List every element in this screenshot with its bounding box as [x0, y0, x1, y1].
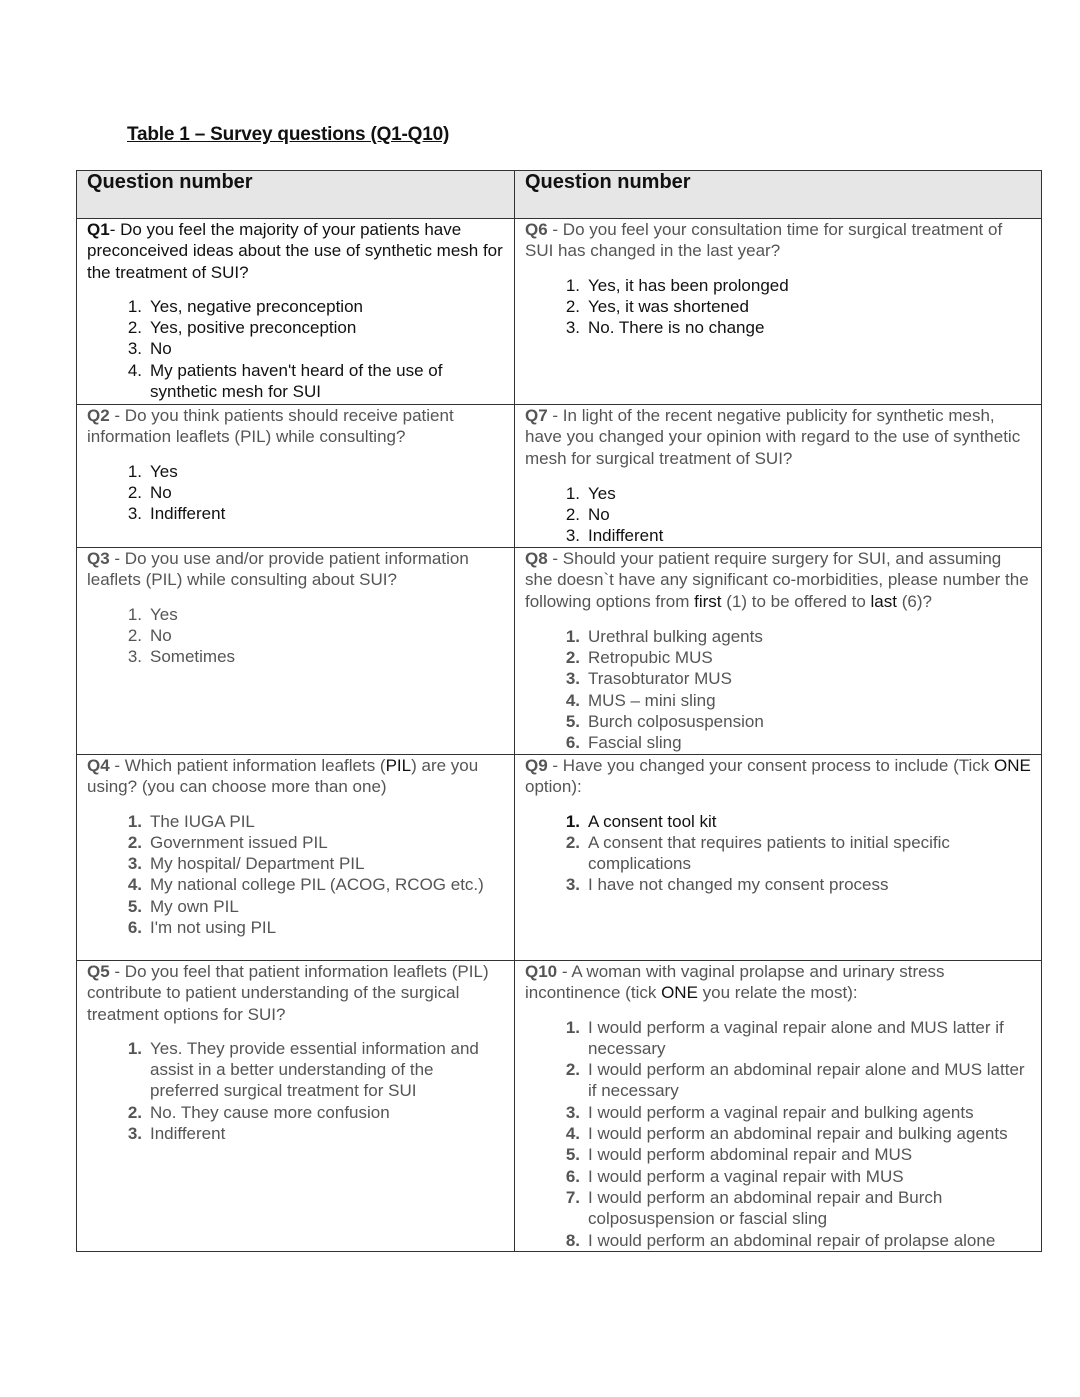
question-body: Do you think patients should receive patient information leaflets (PIL) while consulting? — [87, 406, 454, 447]
option-number: 3. — [565, 669, 580, 689]
question-separator: - — [557, 962, 572, 981]
question-emphasis: first — [694, 591, 722, 611]
option-number: 6. — [127, 918, 142, 938]
question-body: Should your patient require surgery for SUI, and assuming she doesn`t have any significant co-morbidities, please number the following options from — [525, 549, 1029, 611]
option-number: 6. — [565, 1166, 580, 1186]
option-number: 5. — [565, 712, 580, 732]
question-text — [87, 219, 504, 283]
option-text: A consent that requires patients to initial specific complications — [588, 832, 950, 874]
option-text: I would perform an abdominal repair alone and MUS latter if necessary — [588, 1060, 1025, 1101]
question-number: Q8 — [525, 549, 548, 568]
question-number: Q6 — [525, 220, 548, 239]
question-separator: - — [109, 220, 121, 239]
option-text: I'm not using PIL — [150, 918, 277, 938]
option-number: 2. — [127, 482, 142, 502]
option-number: 1. — [127, 296, 142, 316]
table-row — [77, 405, 1042, 548]
question-emphasis: ONE — [994, 756, 1031, 775]
answer-options — [87, 296, 504, 402]
question-text — [525, 755, 1031, 798]
option-number: 3. — [565, 526, 580, 546]
question-body: A woman with vaginal prolapse and urinary stress incontinence (tick — [525, 962, 945, 1003]
question-number: Q2 — [87, 406, 110, 425]
question-cell-q5 — [77, 961, 515, 1252]
answer-option — [565, 275, 1031, 296]
option-number: 4. — [565, 1124, 580, 1144]
question-separator: - — [547, 756, 563, 775]
question-cell-q1 — [77, 219, 515, 405]
option-number: 1. — [565, 1017, 580, 1037]
question-number: Q7 — [525, 406, 548, 425]
option-text: Indifferent — [150, 1124, 226, 1144]
answer-option — [127, 604, 504, 625]
option-number: 3. — [565, 875, 580, 895]
option-number: 3. — [127, 1124, 142, 1144]
question-body: Have you changed your consent process to include (Tick — [562, 756, 995, 775]
answer-option — [565, 525, 1031, 546]
question-text — [87, 961, 504, 1025]
answer-option — [565, 690, 1031, 711]
question-number: Q10 — [525, 962, 558, 981]
answer-option — [565, 1187, 1031, 1230]
question-cell-q10 — [515, 961, 1042, 1252]
option-number: 8. — [565, 1230, 580, 1250]
answer-option — [565, 1144, 1031, 1165]
question-number: Q5 — [87, 962, 110, 981]
option-text: Burch colposuspension — [588, 712, 764, 732]
question-cell-q6 — [515, 219, 1042, 405]
option-text: My hospital/ Department PIL — [150, 854, 365, 874]
option-number: 2. — [565, 1060, 580, 1080]
answer-option — [565, 1166, 1031, 1187]
option-text: Yes, positive preconception — [150, 318, 357, 338]
question-cell-q3 — [77, 548, 515, 755]
answer-option — [127, 811, 504, 832]
option-number: 1. — [127, 811, 142, 831]
answer-option — [565, 504, 1031, 525]
answer-option — [565, 832, 1031, 875]
option-number: 4. — [127, 875, 142, 895]
question-body: you relate the most): — [697, 983, 858, 1003]
column-header: Question number — [77, 171, 515, 219]
option-number: 1. — [565, 483, 580, 503]
answer-option — [127, 503, 504, 524]
option-text: No — [150, 625, 172, 645]
answer-option — [127, 1102, 504, 1123]
option-number: 2. — [127, 625, 142, 645]
question-emphasis: last — [870, 591, 897, 611]
option-number: 3. — [127, 647, 142, 667]
option-text: No. There is no change — [588, 318, 765, 338]
question-body: Do you feel that patient information leaflets (PIL) contribute to patient understanding of the surgical treatment options for SUI? — [87, 962, 489, 1024]
question-separator: - — [547, 406, 563, 425]
answer-option — [565, 1230, 1031, 1251]
option-text: I would perform an abdominal repair and bulking agents — [588, 1124, 1008, 1144]
option-text: Yes — [150, 461, 178, 481]
option-number: 2. — [565, 832, 580, 852]
option-text: Indifferent — [588, 526, 664, 546]
question-separator: - — [109, 756, 125, 775]
option-text: My national college PIL (ACOG, RCOG etc.) — [150, 875, 484, 895]
answer-option — [127, 917, 504, 938]
option-text: Government issued PIL — [150, 832, 328, 852]
option-number: 4. — [127, 360, 142, 380]
question-text — [525, 405, 1031, 469]
option-text: My patients haven't heard of the use of synthetic mesh for SUI — [150, 360, 443, 402]
option-text: Yes, negative preconception — [150, 296, 363, 316]
option-text: I would perform abdominal repair and MUS — [588, 1145, 913, 1165]
question-emphasis: ONE — [661, 983, 698, 1003]
question-cell-q8 — [515, 548, 1042, 755]
question-body: Do you feel your consultation time for surgical treatment of SUI has changed in the last year? — [525, 220, 1003, 261]
option-text: Yes — [588, 483, 616, 503]
answer-option — [127, 625, 504, 646]
question-body: In light of the recent negative publicity for synthetic mesh, have you changed your opinion with regard to the use of synthetic mesh for surgical treatment of SUI? — [525, 406, 1021, 468]
question-separator: - — [109, 962, 125, 981]
option-number: 2. — [127, 832, 142, 852]
table-row — [77, 548, 1042, 755]
option-text: I would perform an abdominal repair of prolapse alone — [588, 1230, 996, 1250]
answer-option — [565, 626, 1031, 647]
answer-option — [127, 461, 504, 482]
option-number: 7. — [565, 1187, 580, 1207]
option-text: Trasobturator MUS — [588, 669, 732, 689]
option-number: 4. — [565, 690, 580, 710]
answer-option — [127, 853, 504, 874]
question-body: (1) to be offered to — [721, 591, 871, 611]
answer-options — [525, 811, 1031, 896]
answer-option — [565, 1059, 1031, 1102]
option-text: Yes — [150, 604, 178, 624]
answer-option — [565, 1102, 1031, 1123]
table-row — [77, 219, 1042, 405]
answer-option — [565, 874, 1031, 895]
question-cell-q7 — [515, 405, 1042, 548]
question-text — [87, 755, 504, 798]
answer-option — [127, 338, 504, 359]
option-text: I would perform a vaginal repair alone and MUS latter if necessary — [588, 1017, 1004, 1058]
question-emphasis: PIL — [385, 756, 412, 775]
option-number: 5. — [127, 896, 142, 916]
question-body: (6)? — [897, 591, 932, 611]
question-number: Q9 — [525, 756, 548, 775]
question-number: Q3 — [87, 549, 110, 568]
question-text — [87, 405, 504, 448]
option-text: MUS – mini sling — [588, 690, 716, 710]
table-row — [77, 961, 1042, 1252]
question-separator: - — [109, 406, 125, 425]
option-number: 3. — [127, 854, 142, 874]
answer-option — [127, 1038, 504, 1102]
option-text: No. They cause more confusion — [150, 1102, 390, 1122]
option-number: 2. — [565, 296, 580, 316]
option-number: 1. — [565, 275, 580, 295]
table-row — [77, 755, 1042, 961]
option-number: 6. — [565, 733, 580, 753]
question-cell-q2 — [77, 405, 515, 548]
option-number: 3. — [127, 339, 142, 359]
option-number: 1. — [127, 604, 142, 624]
page-title: Table 1 – Survey questions (Q1-Q10) — [127, 124, 450, 145]
answer-options — [87, 811, 504, 939]
option-number: 2. — [127, 318, 142, 338]
answer-option — [565, 647, 1031, 668]
option-number: 1. — [565, 811, 580, 831]
option-text: Yes. They provide essential information and assist in a better understanding of the preferred surgical treatment for SUI — [150, 1038, 479, 1101]
option-text: Urethral bulking agents — [588, 626, 763, 646]
question-number: Q1 — [87, 220, 110, 239]
option-number: 1. — [127, 1038, 142, 1058]
option-number: 1. — [127, 461, 142, 481]
answer-options — [87, 1038, 504, 1144]
answer-option — [565, 711, 1031, 732]
answer-option — [127, 317, 504, 338]
question-body: ) are you using? (you can choose more than one) — [87, 756, 479, 797]
option-text: Fascial sling — [588, 733, 682, 753]
column-header: Question number — [515, 171, 1042, 219]
option-number: 5. — [565, 1145, 580, 1165]
answer-option — [565, 317, 1031, 338]
option-text: I have not changed my consent process — [588, 875, 889, 895]
answer-options — [525, 483, 1031, 547]
table-header-row — [77, 171, 1042, 219]
option-text: My own PIL — [150, 896, 239, 916]
question-body: Do you feel the majority of your patients have preconceived ideas about the use of synthetic mesh for the treatment of SUI? — [87, 220, 503, 282]
option-number: 2. — [127, 1102, 142, 1122]
answer-option — [127, 482, 504, 503]
option-text: No — [150, 339, 172, 359]
question-separator: - — [547, 549, 563, 568]
option-text: I would perform a vaginal repair with MUS — [588, 1166, 904, 1186]
answer-option — [565, 668, 1031, 689]
answer-option — [565, 811, 1031, 832]
answer-options — [87, 461, 504, 525]
option-text: A consent tool kit — [588, 811, 717, 831]
question-text — [525, 961, 1031, 1004]
answer-options — [525, 626, 1031, 754]
question-separator: - — [109, 549, 125, 568]
option-text: Indifferent — [150, 504, 226, 524]
question-cell-q9 — [515, 755, 1042, 961]
answer-option — [565, 296, 1031, 317]
answer-options — [87, 604, 504, 668]
question-cell-q4 — [77, 755, 515, 961]
option-number: 2. — [565, 505, 580, 525]
option-text: No — [588, 505, 610, 525]
question-number: Q4 — [87, 756, 110, 775]
answer-option — [127, 874, 504, 895]
answer-option — [565, 483, 1031, 504]
question-separator: - — [547, 220, 563, 239]
option-number: 1. — [565, 626, 580, 646]
answer-option — [127, 896, 504, 917]
question-text — [525, 548, 1031, 612]
option-text: Retropubic MUS — [588, 648, 713, 668]
answer-option — [565, 1123, 1031, 1144]
option-text: I would perform an abdominal repair and Burch colposuspension or fascial sling — [588, 1187, 943, 1229]
option-text: Sometimes — [150, 647, 236, 667]
option-number: 3. — [127, 504, 142, 524]
option-text: Yes, it was shortened — [588, 296, 749, 316]
option-number: 3. — [565, 318, 580, 338]
option-text: I would perform a vaginal repair and bulking agents — [588, 1102, 974, 1122]
answer-option — [565, 1017, 1031, 1060]
option-text: Yes, it has been prolonged — [588, 275, 789, 295]
option-number: 2. — [565, 648, 580, 668]
option-text: No — [150, 482, 172, 502]
answer-option — [127, 296, 504, 317]
answer-option — [127, 360, 504, 403]
option-text: The IUGA PIL — [150, 811, 255, 831]
answer-options — [525, 1017, 1031, 1251]
question-body: Which patient information leaflets ( — [124, 756, 386, 775]
survey-table — [76, 170, 1042, 1252]
question-text — [87, 548, 504, 591]
question-body: option): — [525, 777, 582, 797]
answer-options — [525, 275, 1031, 339]
answer-option — [127, 646, 504, 667]
question-body: Do you use and/or provide patient information leaflets (PIL) while consulting about SUI? — [87, 549, 469, 590]
question-text — [525, 219, 1031, 262]
answer-option — [127, 832, 504, 853]
answer-option — [127, 1123, 504, 1144]
answer-option — [565, 732, 1031, 753]
option-number: 3. — [565, 1102, 580, 1122]
